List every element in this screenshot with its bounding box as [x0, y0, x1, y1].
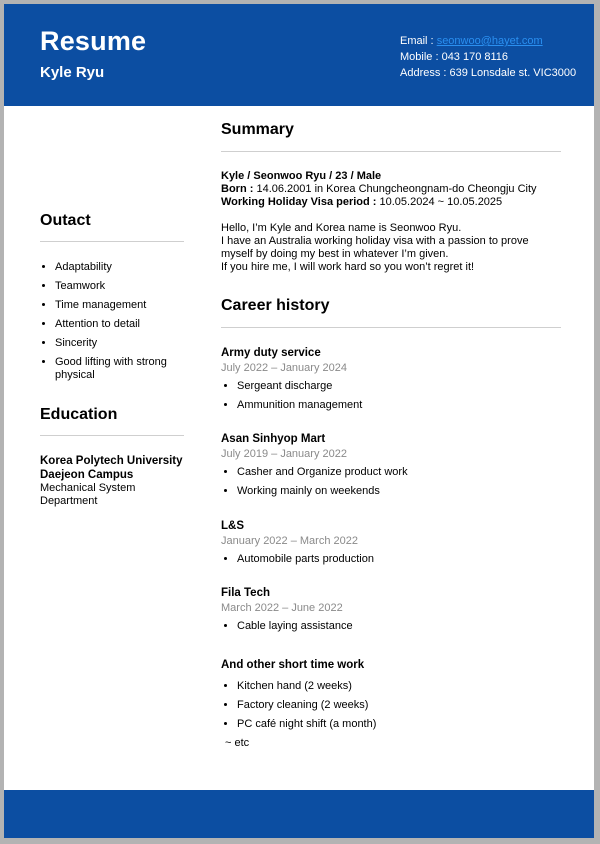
- outact-heading: Outact: [40, 212, 91, 229]
- list-item: • Teamwork: [55, 280, 184, 293]
- summary-divider: [221, 151, 561, 152]
- contact-info: [400, 33, 590, 81]
- job-duties: [221, 620, 561, 633]
- summary-born: [221, 183, 561, 196]
- mobile-row: Mobile : 043 170 8116: [400, 51, 509, 63]
- summary-intro-1: Hello, I’m Kyle and Korea name is Seonwoo Ryu.: [221, 222, 462, 234]
- career-heading: Career history: [221, 297, 330, 314]
- summary-heading: Summary: [221, 121, 294, 138]
- header-banner: [4, 4, 594, 106]
- career-section: [221, 297, 561, 328]
- footer-banner: [4, 790, 594, 838]
- job-title: Army duty service: [221, 347, 321, 359]
- list-item: • Casher and Organize product work: [237, 466, 561, 479]
- career-divider: [221, 327, 561, 328]
- list-item: • Sergeant discharge: [237, 380, 561, 393]
- email-row: [400, 33, 590, 49]
- education-department: Mechanical System Department: [40, 482, 136, 507]
- job-duties: [221, 466, 561, 498]
- list-item: • Adaptability: [55, 261, 184, 274]
- summary-identity: Kyle / Seonwoo Ryu / 23 / Male: [221, 170, 382, 182]
- summary-intro-2: I have an Australia working holiday visa with a passion to prove myself by doing my best in whatever I’m given.: [221, 235, 529, 260]
- list-item: • Ammunition management: [237, 399, 561, 412]
- job-dates: March 2022 – June 2022: [221, 602, 343, 614]
- list-item: • Automobile parts production: [237, 553, 561, 566]
- job-entry: [221, 432, 561, 504]
- outact-section: [40, 212, 184, 388]
- visa-value: 10.05.2024 ~ 10.05.2025: [379, 196, 503, 208]
- job-title: Fila Tech: [221, 587, 270, 599]
- job-dates: January 2022 – March 2022: [221, 535, 358, 547]
- summary-intro-3: If you hire me, I will work hard so you won’t regret it!: [221, 261, 475, 273]
- list-item: • Attention to detail: [55, 318, 184, 331]
- education-school: Korea Polytech University Daejeon Campus: [40, 455, 183, 481]
- list-item: • Cable laying assistance: [237, 620, 561, 633]
- job-dates: July 2022 – January 2024: [221, 362, 347, 374]
- job-entry: [221, 346, 561, 418]
- summary-section: [221, 121, 561, 274]
- job-title: L&S: [221, 520, 244, 532]
- email-link[interactable]: seonwoo@hayet.com: [436, 35, 543, 47]
- job-entry: [221, 519, 561, 572]
- resume-title: Resume: [40, 26, 147, 56]
- outact-list: [40, 261, 184, 382]
- resume-page: [4, 4, 594, 838]
- job-dates: July 2019 – January 2022: [221, 448, 347, 460]
- education-heading: Education: [40, 406, 118, 423]
- job-duties: [221, 553, 561, 566]
- list-item: • Factory cleaning (2 weeks): [237, 699, 561, 712]
- job-duties: [221, 680, 561, 731]
- education-divider: [40, 435, 184, 436]
- born-value: 14.06.2001 in Korea Chungcheongnam-do Cheongju City: [256, 183, 537, 195]
- list-item: • Good lifting with strong physical: [55, 356, 184, 382]
- list-item: • PC café night shift (a month): [237, 718, 561, 731]
- born-label: Born :: [221, 183, 257, 195]
- summary-details: [221, 170, 561, 274]
- email-label: Email :: [400, 35, 437, 47]
- job-title: Asan Sinhyop Mart: [221, 433, 326, 445]
- applicant-name: Kyle Ryu: [40, 64, 105, 81]
- job-entry: [221, 658, 561, 750]
- list-item: • Kitchen hand (2 weeks): [237, 680, 561, 693]
- career-etc: ~ etc: [225, 737, 250, 749]
- summary-visa: [221, 196, 561, 209]
- job-duties: [221, 380, 561, 412]
- list-item: • Time management: [55, 299, 184, 312]
- visa-label: Working Holiday Visa period :: [221, 196, 380, 208]
- job-title: And other short time work: [221, 659, 365, 671]
- outact-divider: [40, 241, 184, 242]
- education-section: [40, 406, 184, 508]
- list-item: • Sincerity: [55, 337, 184, 350]
- job-entry: [221, 586, 561, 639]
- list-item: • Working mainly on weekends: [237, 485, 561, 498]
- address-row: Address : 639 Lonsdale st. VIC3000: [400, 67, 577, 79]
